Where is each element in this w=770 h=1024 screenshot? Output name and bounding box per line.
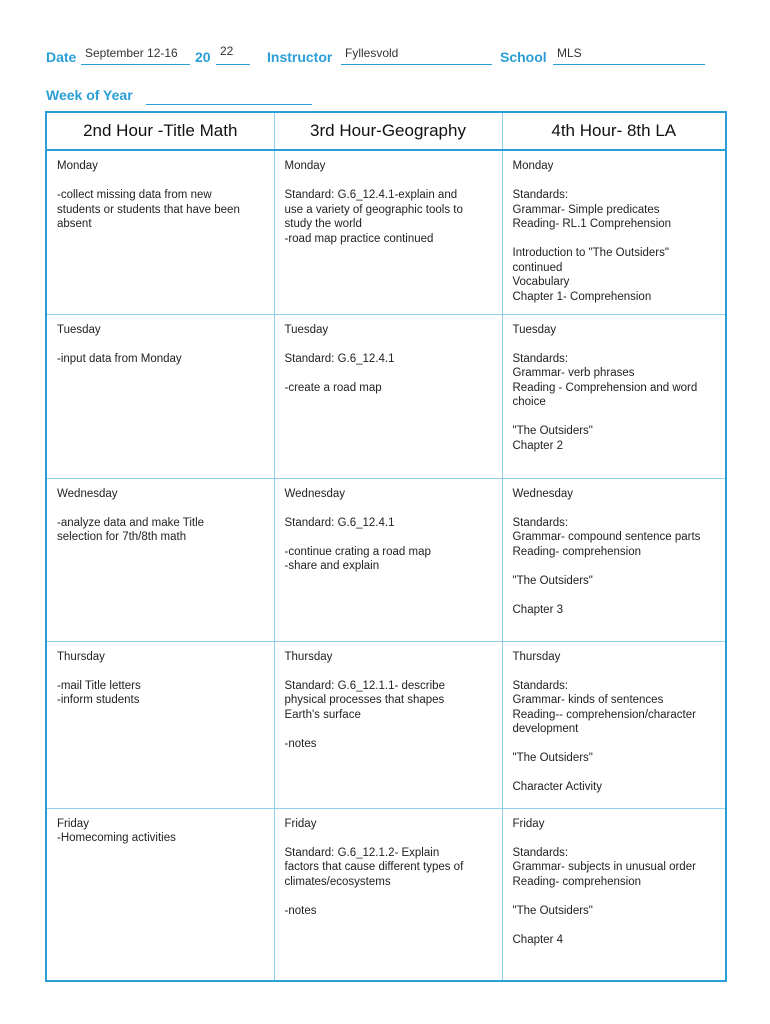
cell-text: -input data from Monday (57, 352, 182, 365)
table-cell[interactable] (274, 808, 502, 981)
day-label: Tuesday (284, 323, 329, 336)
column-header: 3rd Hour-Geography (274, 112, 502, 150)
cell-text: -continue crating a road map -share and explain (284, 545, 431, 572)
table-cell[interactable] (274, 150, 502, 314)
table-header-row (46, 112, 726, 150)
cell-text: -mail Title letters -inform students (57, 679, 141, 706)
cell-text: Standard: G.6_12.4.1-explain and use a variety of geographic tools to study the world -road map practice continued (284, 189, 463, 245)
cell-text: -analyze data and make Title selection for 7th/8th math (57, 516, 205, 543)
cell-text: "The Outsiders" (512, 574, 593, 587)
table-cell[interactable] (274, 478, 502, 641)
date-value: September 12-16 (85, 46, 178, 60)
column-header: 4th Hour- 8th LA (502, 112, 726, 150)
table-row (46, 150, 726, 314)
day-label: Monday (57, 160, 98, 172)
day-label: Friday (512, 817, 545, 830)
day-label: Monday (512, 160, 554, 172)
instructor-label: Instructor (267, 49, 333, 65)
cell-text: Standard: G.6_12.1.1- describe physical processes that shapes Earth's surface (284, 679, 445, 721)
week-of-year-field[interactable] (146, 88, 312, 105)
cell-text: -create a road map (284, 381, 382, 394)
table-cell[interactable] (502, 314, 726, 478)
table-cell[interactable] (502, 808, 726, 981)
table-cell[interactable] (46, 150, 274, 314)
cell-text: Standards: Grammar- kinds of sentences Reading-- comprehension/character development (512, 679, 696, 735)
column-header: 2nd Hour -Title Math (46, 112, 274, 150)
day-label: Thursday (512, 650, 561, 663)
day-label: Thursday (57, 650, 105, 663)
table-row (46, 478, 726, 641)
table-cell[interactable] (46, 808, 274, 981)
day-label: Wednesday (57, 487, 118, 500)
table-cell[interactable] (46, 314, 274, 478)
cell-text: "The Outsiders" (512, 904, 593, 917)
lesson-plan-table (45, 111, 727, 982)
cell-text: Standards: Grammar- verb phrases Reading - Comprehension and word choice (512, 352, 698, 408)
school-label: School (500, 49, 547, 65)
table-cell[interactable] (46, 478, 274, 641)
day-label: Wednesday (512, 487, 574, 500)
cell-text: Chapter 3 (512, 603, 564, 616)
cell-text: Character Activity (512, 781, 602, 793)
cell-text: "The Outsiders" (512, 752, 593, 764)
table-cell[interactable] (274, 641, 502, 808)
cell-text: "The Outsiders" Chapter 2 (512, 425, 593, 452)
school-value: MLS (557, 46, 582, 60)
cell-text: -notes (284, 904, 317, 917)
day-label: Wednesday (284, 487, 346, 500)
cell-text: Standards: Grammar- compound sentence parts Reading- comprehension (512, 516, 701, 558)
day-label: Friday -Homecoming activities (57, 817, 176, 844)
cell-text: Standards: Grammar- Simple predicates Reading- RL.1 Comprehension (512, 189, 672, 230)
cell-text: Standards: Grammar- subjects in unusual order Reading- comprehension (512, 846, 696, 888)
table-cell[interactable] (502, 478, 726, 641)
date-label: Date (46, 49, 77, 65)
table-row (46, 314, 726, 478)
cell-text: Standard: G.6_12.4.1 (284, 352, 395, 365)
day-label: Monday (284, 160, 326, 172)
year-value: 22 (220, 44, 234, 58)
day-label: Tuesday (57, 323, 101, 336)
cell-text: Introduction to "The Outsiders" continued Vocabulary Chapter 1- Comprehension (512, 247, 669, 303)
year-prefix-label: 20 (195, 49, 211, 65)
day-label: Friday (284, 817, 317, 830)
table-row (46, 808, 726, 981)
cell-text: -notes (284, 737, 317, 750)
table-cell[interactable] (502, 150, 726, 314)
cell-text: Standard: G.6_12.4.1 (284, 516, 395, 529)
table-cell[interactable] (46, 641, 274, 808)
day-label: Thursday (284, 650, 333, 663)
week-of-year-label: Week of Year (46, 87, 133, 103)
table-cell[interactable] (274, 314, 502, 478)
day-label: Tuesday (512, 323, 557, 336)
cell-text: Standard: G.6_12.1.2- Explain factors that cause different types of climates/ecosystems (284, 846, 464, 888)
cell-text: Chapter 4 (512, 933, 564, 946)
table-row (46, 641, 726, 808)
cell-text: -collect missing data from new students or students that have been absent (57, 189, 240, 230)
table-cell[interactable] (502, 641, 726, 808)
instructor-value: Fyllesvold (345, 46, 399, 60)
